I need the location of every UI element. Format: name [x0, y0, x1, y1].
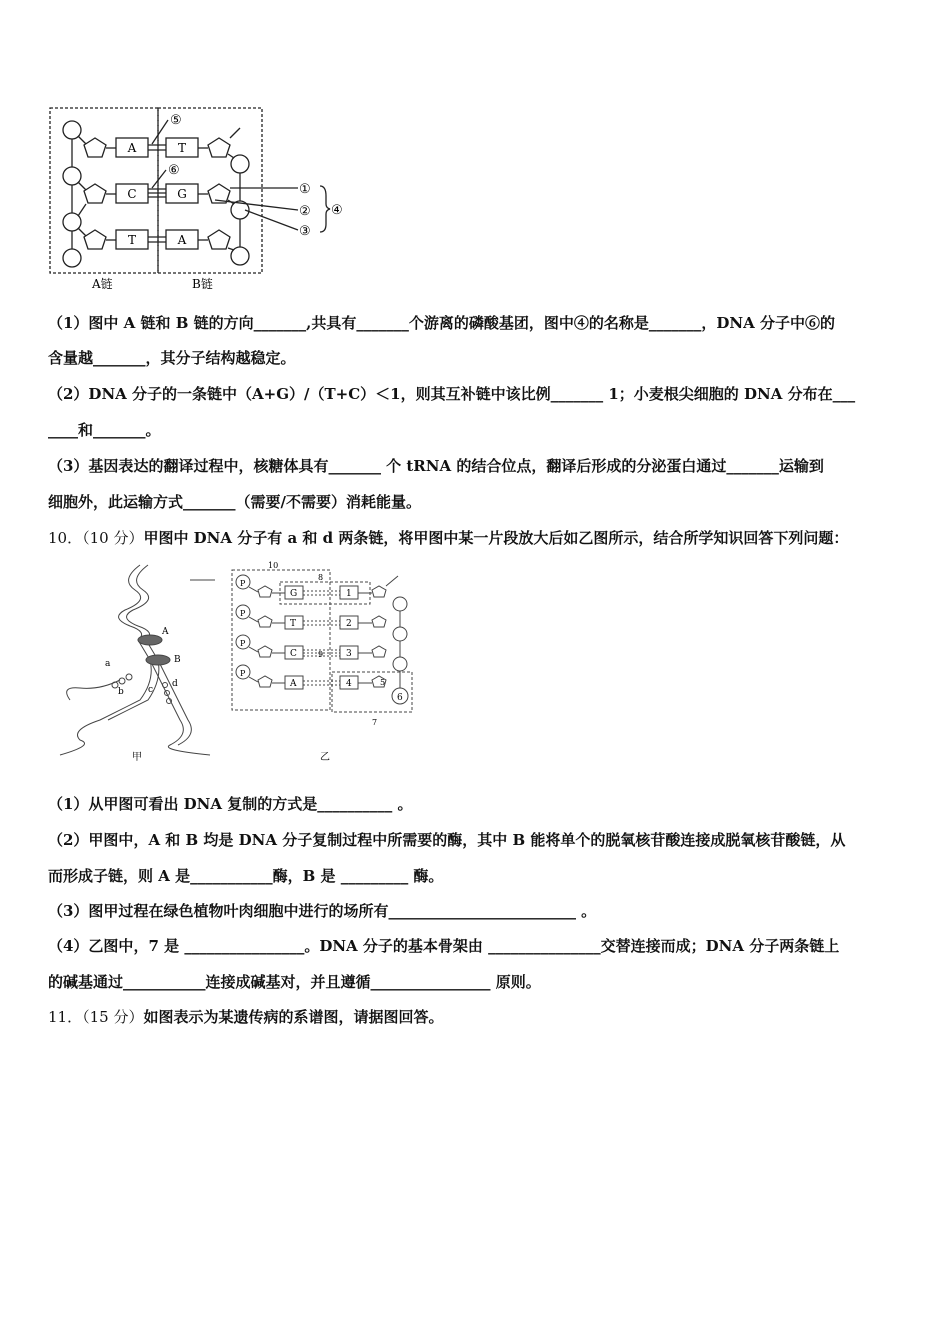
enzyme-b-label: B — [174, 655, 181, 665]
q9-line-3: （2）DNA 分子的一条链中（A+G）/（T+C）＜1，则其互补链中该比例_______ 1；小麦根尖细胞的 DNA 分布在___ — [48, 385, 856, 403]
strand-d-label: d — [172, 679, 178, 689]
q9-line-6: 细胞外，此运输方式_______（需要/不需要）消耗能量。 — [48, 493, 421, 511]
phosphate-4: P — [240, 669, 246, 678]
label-5: 5 — [380, 678, 386, 687]
q9-line-1: （1）图中 A 链和 B 链的方向_______,共具有_______个游离的磷酸基团，图中④的名称是_______，DNA 分子中⑥的 — [48, 314, 835, 332]
q10-intro-text: 甲图中 DNA 分子有 a 和 d 两条链，将甲图中某一片段放大后如乙图所示，结合所学知识回答下列问题： — [143, 529, 849, 547]
q10-line-3: 而形成子链，则 A 是___________酶，B 是 _________ 酶。 — [48, 867, 444, 885]
q11-intro — [48, 1006, 910, 1027]
mark-2: ② — [299, 204, 311, 219]
phosphate-1: P — [240, 579, 246, 588]
label-6: 6 — [397, 693, 403, 703]
mark-5: ⑤ — [170, 113, 182, 128]
strand-a-label: a — [105, 659, 111, 669]
q10-line-4: （3）图甲过程在绿色植物叶肉细胞中进行的场所有_________________________ 。 — [48, 902, 597, 920]
base-g: G — [290, 589, 298, 599]
q10-line-1: （1）从甲图可看出 DNA 复制的方式是__________ 。 — [48, 795, 413, 813]
q10-line-5: （4）乙图中，7 是 ________________。DNA 分子的基本骨架由 _______________交替连接而成；DNA 分子两条链上 — [48, 937, 840, 955]
base-a: A — [290, 679, 297, 689]
num-1: 1 — [346, 589, 352, 599]
num-4: 4 — [346, 679, 352, 689]
label-jia: 甲 — [132, 752, 142, 763]
replication-figure — [40, 560, 440, 770]
strand-b-label: b — [118, 687, 124, 697]
q9-line-5: （3）基因表达的翻译过程中，核糖体具有_______ 个 tRNA 的结合位点，翻译后形成的分泌蛋白通过_______运输到 — [48, 457, 824, 475]
strand-c-label: c — [148, 685, 154, 695]
chain-b-label: B链 — [192, 277, 213, 291]
phosphate-3: P — [240, 639, 246, 648]
q10-line-6: 的碱基通过___________连接成碱基对，并且遵循________________ 原则。 — [48, 973, 541, 991]
base-a-3: T — [127, 233, 137, 247]
base-c: C — [290, 649, 297, 659]
q10-number: 10．（10 分） — [48, 529, 144, 547]
num-3: 3 — [346, 649, 352, 659]
q10-intro — [48, 527, 910, 548]
base-b-3: A — [177, 233, 187, 247]
enzyme-a-label: A — [162, 627, 169, 637]
mark-1: ① — [299, 182, 311, 197]
label-10: 10 — [268, 561, 279, 570]
num-2: 2 — [346, 619, 352, 629]
q9-line-4: ____和_______。 — [48, 421, 161, 439]
base-a-1: A — [127, 141, 137, 155]
label-yi: 乙 — [320, 752, 330, 763]
label-7: 7 — [372, 718, 378, 727]
base-t: T — [290, 619, 297, 629]
mark-4: ④ — [331, 203, 343, 218]
chain-a-label: A链 — [92, 277, 113, 291]
dna-structure-figure — [40, 100, 360, 300]
base-b-1: T — [177, 141, 187, 155]
q9-line-2: 含量越_______，其分子结构越稳定。 — [48, 349, 296, 367]
q10-line-2: （2）甲图中，A 和 B 均是 DNA 分子复制过程中所需要的酶，其中 B 能将单个的脱氧核苷酸连接成脱氧核苷酸链，从 — [48, 831, 846, 849]
q11-number: 11．（15 分） — [48, 1008, 144, 1026]
label-8: 8 — [318, 573, 324, 582]
base-a-2: C — [127, 187, 137, 201]
label-9: 9 — [318, 650, 324, 659]
mark-3: ③ — [299, 224, 311, 239]
base-b-2: G — [177, 187, 187, 201]
phosphate-2: P — [240, 609, 246, 618]
q11-text: 如图表示为某遗传病的系谱图，请据图回答。 — [143, 1008, 444, 1026]
mark-6: ⑥ — [168, 163, 180, 178]
